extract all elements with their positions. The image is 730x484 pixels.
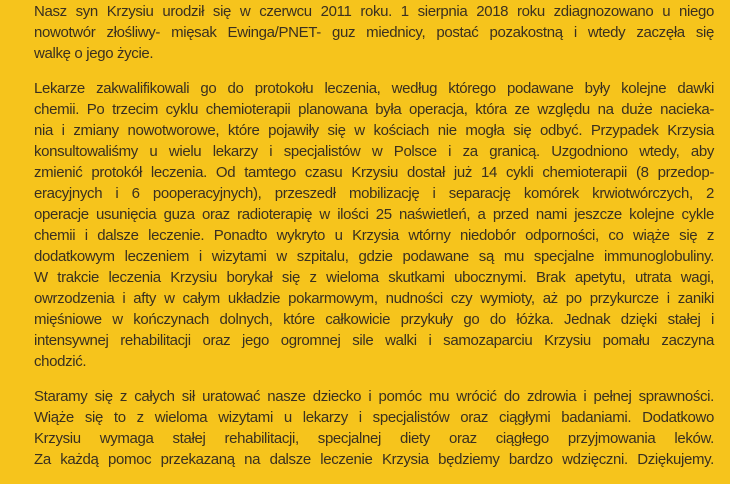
text-line: chemii. Po trzecim cyklu chemioterapii planowana była operacja, która ze względu na duże nacieka- xyxy=(34,101,714,118)
text-line: chemii i dalsze leczenie. Ponadto wykryto u Krzysia wtórny niedobór odporności, co wiąże się z xyxy=(34,227,714,244)
text-line: dodatkowym leczeniem i wizytami w szpitalu, gdzie podawane są mu specjalne immunoglobuliny. xyxy=(34,248,714,265)
text-line: zmienić protokół leczenia. Od tamtego czasu Krzysiu dostał już 14 cykli chemioterapii (8 przedop- xyxy=(34,164,714,181)
text-line: mięśniowe w kończynach dolnych, które całkowicie przykuły go do łóżka. Jednak dzięki stałej i xyxy=(34,311,714,328)
document-body xyxy=(34,1,714,484)
paragraph-appeal xyxy=(34,386,714,470)
text-line: owrzodzenia i afty w całym układzie pokarmowym, nudności czy wymioty, aż po przykurcze i zaniki xyxy=(34,290,714,307)
text-line: Za każdą pomoc przekazaną na dalsze leczenie Krzysia będziemy bardzo wdzięczni. Dziękujemy. xyxy=(34,451,714,468)
text-line: intensywnej rehabilitacji oraz jego ogromnej sile walki i samozaparciu Krzysiu pomału zaczyna xyxy=(34,332,714,349)
paragraph-treatment xyxy=(34,78,714,372)
text-line: walkę o jego życie. xyxy=(34,45,154,62)
text-line: nowotwór złośliwy- mięsak Ewinga/PNET- guz miednicy, postać pozakostną i wtedy zaczęła się xyxy=(34,24,714,41)
text-line: operacje usunięcia guza oraz radioterapię w ilości 25 naświetleń, a przed nami jeszcze kolejne cykle xyxy=(34,206,714,223)
text-line: W trakcie leczenia Krzysiu borykał się z wieloma skutkami ubocznymi. Brak apetytu, utrata wagi, xyxy=(34,269,714,286)
text-line: Staramy się z całych sił uratować nasze dziecko i pomóc mu wrócić do zdrowia i pełnej sprawności. xyxy=(34,388,714,405)
paragraph-diagnosis xyxy=(34,1,714,64)
text-line: konsultowaliśmy u wielu lekarzy i specjalistów w Polsce i za granicą. Uzgodniono wtedy, aby xyxy=(34,143,714,160)
text-line: eracyjnych i 6 pooperacyjnych), przeszedł mobilizację i separację komórek krwiotwórczych, 2 xyxy=(34,185,714,202)
text-line: Wiąże się to z wieloma wizytami u lekarzy i specjalistów oraz ciągłymi badaniami. Dodatkowo xyxy=(34,409,714,426)
text-line: Nasz syn Krzysiu urodził się w czerwcu 2011 roku. 1 sierpnia 2018 roku zdiagnozowano u niego xyxy=(34,3,714,20)
text-line: Krzysiu wymaga stałej rehabilitacji, specjalnej diety oraz ciągłego przyjmowania leków. xyxy=(34,430,714,447)
text-line: nia i zmiany nowotworowe, które pojawiły się w kościach nie mogła się odbyć. Przypadek Krzysia xyxy=(34,122,714,139)
text-line: Lekarze zakwalifikowali go do protokołu leczenia, według którego podawane były kolejne dawki xyxy=(34,80,714,97)
text-line: chodzić. xyxy=(34,353,87,370)
